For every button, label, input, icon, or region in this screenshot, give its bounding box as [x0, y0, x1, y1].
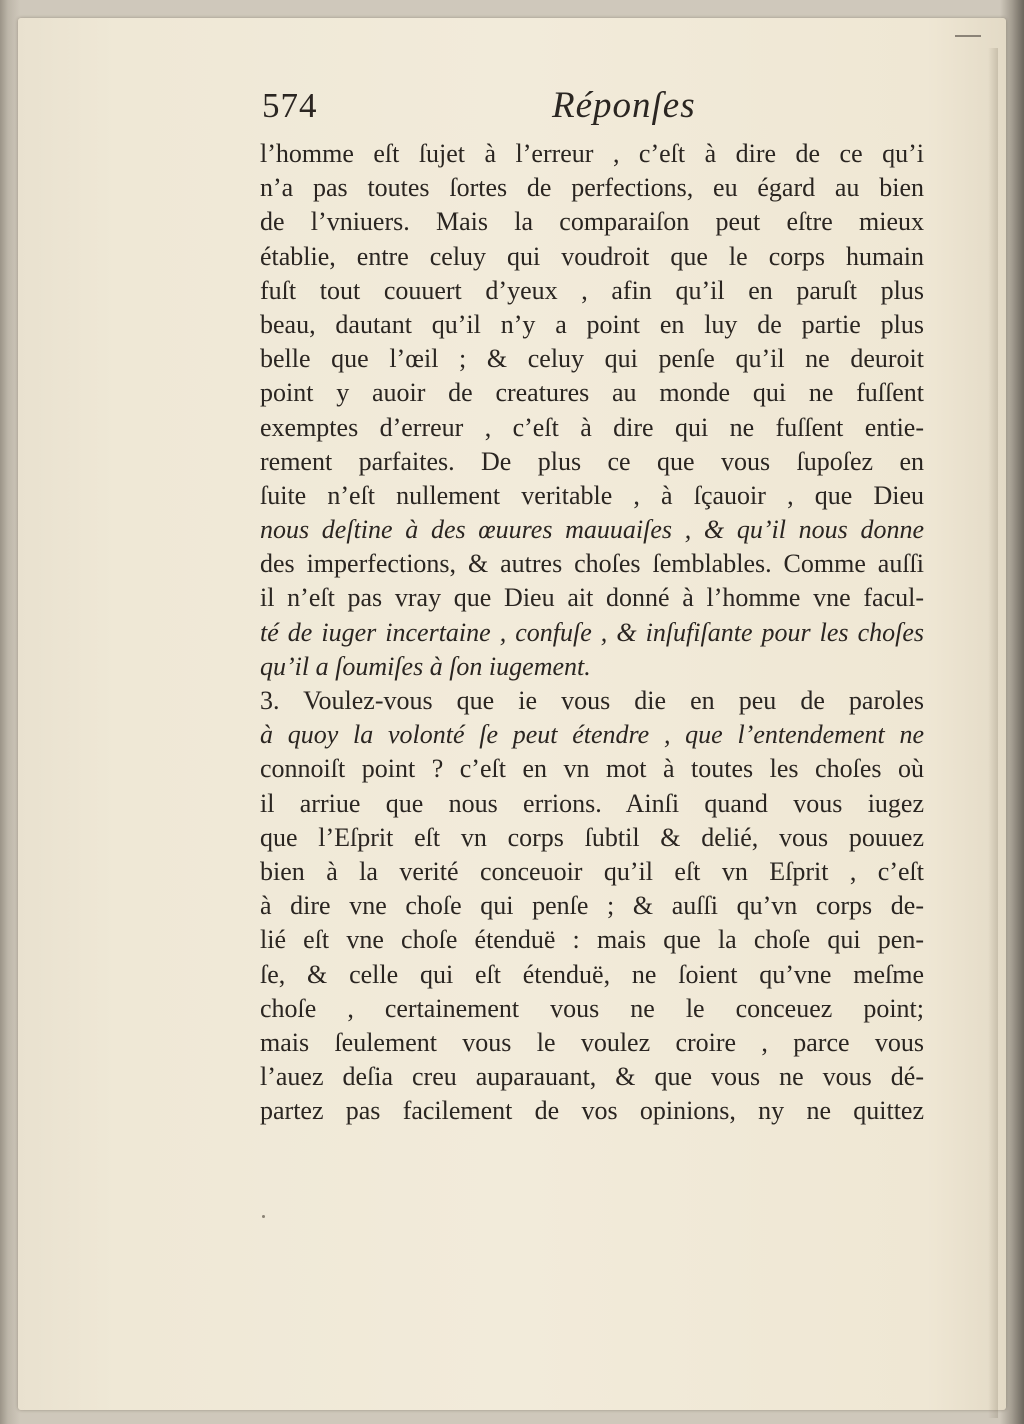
page-number: 574 [262, 86, 318, 125]
text-line: lié eſt vne choſe étenduë : mais que la choſe qui pen- [260, 925, 924, 955]
text-line: partez pas facilement de vos opinions, ny ne quittez [260, 1096, 924, 1126]
text-line: l’homme eſt ſujet à l’erreur , c’eſt à dire de ce qu’i [260, 139, 924, 168]
text-line: connoiſt point ? c’eſt en vn mot à toutes les choſes où [260, 754, 924, 784]
text-line: beau, dautant qu’il n’y a point en luy de partie plus [260, 309, 924, 339]
text-line: à quoy la volonté ſe peut étendre , que l’entendement ne [260, 720, 924, 750]
text-line: que l’Eſprit eſt vn corps ſubtil & delié, vous pouuez [260, 822, 924, 852]
body-text [260, 137, 924, 1128]
text-line: ſe, & celle qui eſt étenduë, ne ſoient qu’vne meſme [260, 959, 924, 989]
ink-speck [262, 1215, 265, 1218]
text-line: qu’il a ſoumiſes à ſon iugement. [260, 651, 591, 681]
text-line: choſe , certainement vous ne le conceuez point; [260, 993, 924, 1023]
text-line: des imperfections, & autres choſes ſemblables. Comme auſſi [260, 549, 924, 579]
text-line: à dire vne choſe qui penſe ; & auſſi qu’vn corps de- [260, 891, 924, 921]
text-line: il n’eſt pas vray que Dieu ait donné à l’homme vne facul- [260, 583, 924, 613]
page-corner-mark [955, 35, 981, 37]
text-line: nous deſtine à des œuures mauuaiſes , & qu’il nous donne [260, 515, 924, 545]
running-title: Réponſes [552, 85, 696, 126]
text-line: l’auez deſia creu auparauant, & que vous ne vous dé- [260, 1062, 924, 1092]
text-line: établie, entre celuy qui voudroit que le corps humain [260, 241, 924, 271]
text-line: bien à la verité conceuoir qu’il eſt vn Eſprit , c’eſt [260, 856, 924, 886]
text-line: mais ſeulement vous le voulez croire , parce vous [260, 1027, 924, 1057]
text-line: belle que l’œil ; & celuy qui penſe qu’il ne deuroit [260, 344, 924, 374]
text-line: exemptes d’erreur , c’eſt à dire qui ne fuſſent entie- [260, 412, 924, 442]
text-line: 3. Voulez-vous que ie vous die en peu de paroles [260, 686, 924, 715]
page-header [262, 80, 912, 140]
text-line: té de iuger incertaine , confuſe , & inſufiſante pour les choſes [260, 617, 924, 647]
text-line: n’a pas toutes ſortes de perfections, eu égard au bien [260, 173, 924, 203]
text-line: il arriue que nous errions. Ainſi quand vous iugez [260, 788, 924, 818]
text-line: point y auoir de creatures au monde qui ne fuſſent [260, 378, 924, 408]
text-line: rement parfaites. De plus ce que vous ſupoſez en [260, 446, 924, 476]
text-line: fuſt tout couuert d’yeux , afin qu’il en paruſt plus [260, 275, 924, 305]
page-edge-shadow [988, 48, 998, 1418]
text-line: ſuite n’eſt nullement veritable , à ſçauoir , que Dieu [260, 480, 924, 510]
text-line: de l’vniuers. Mais la comparaiſon peut eſtre mieux [260, 207, 924, 237]
